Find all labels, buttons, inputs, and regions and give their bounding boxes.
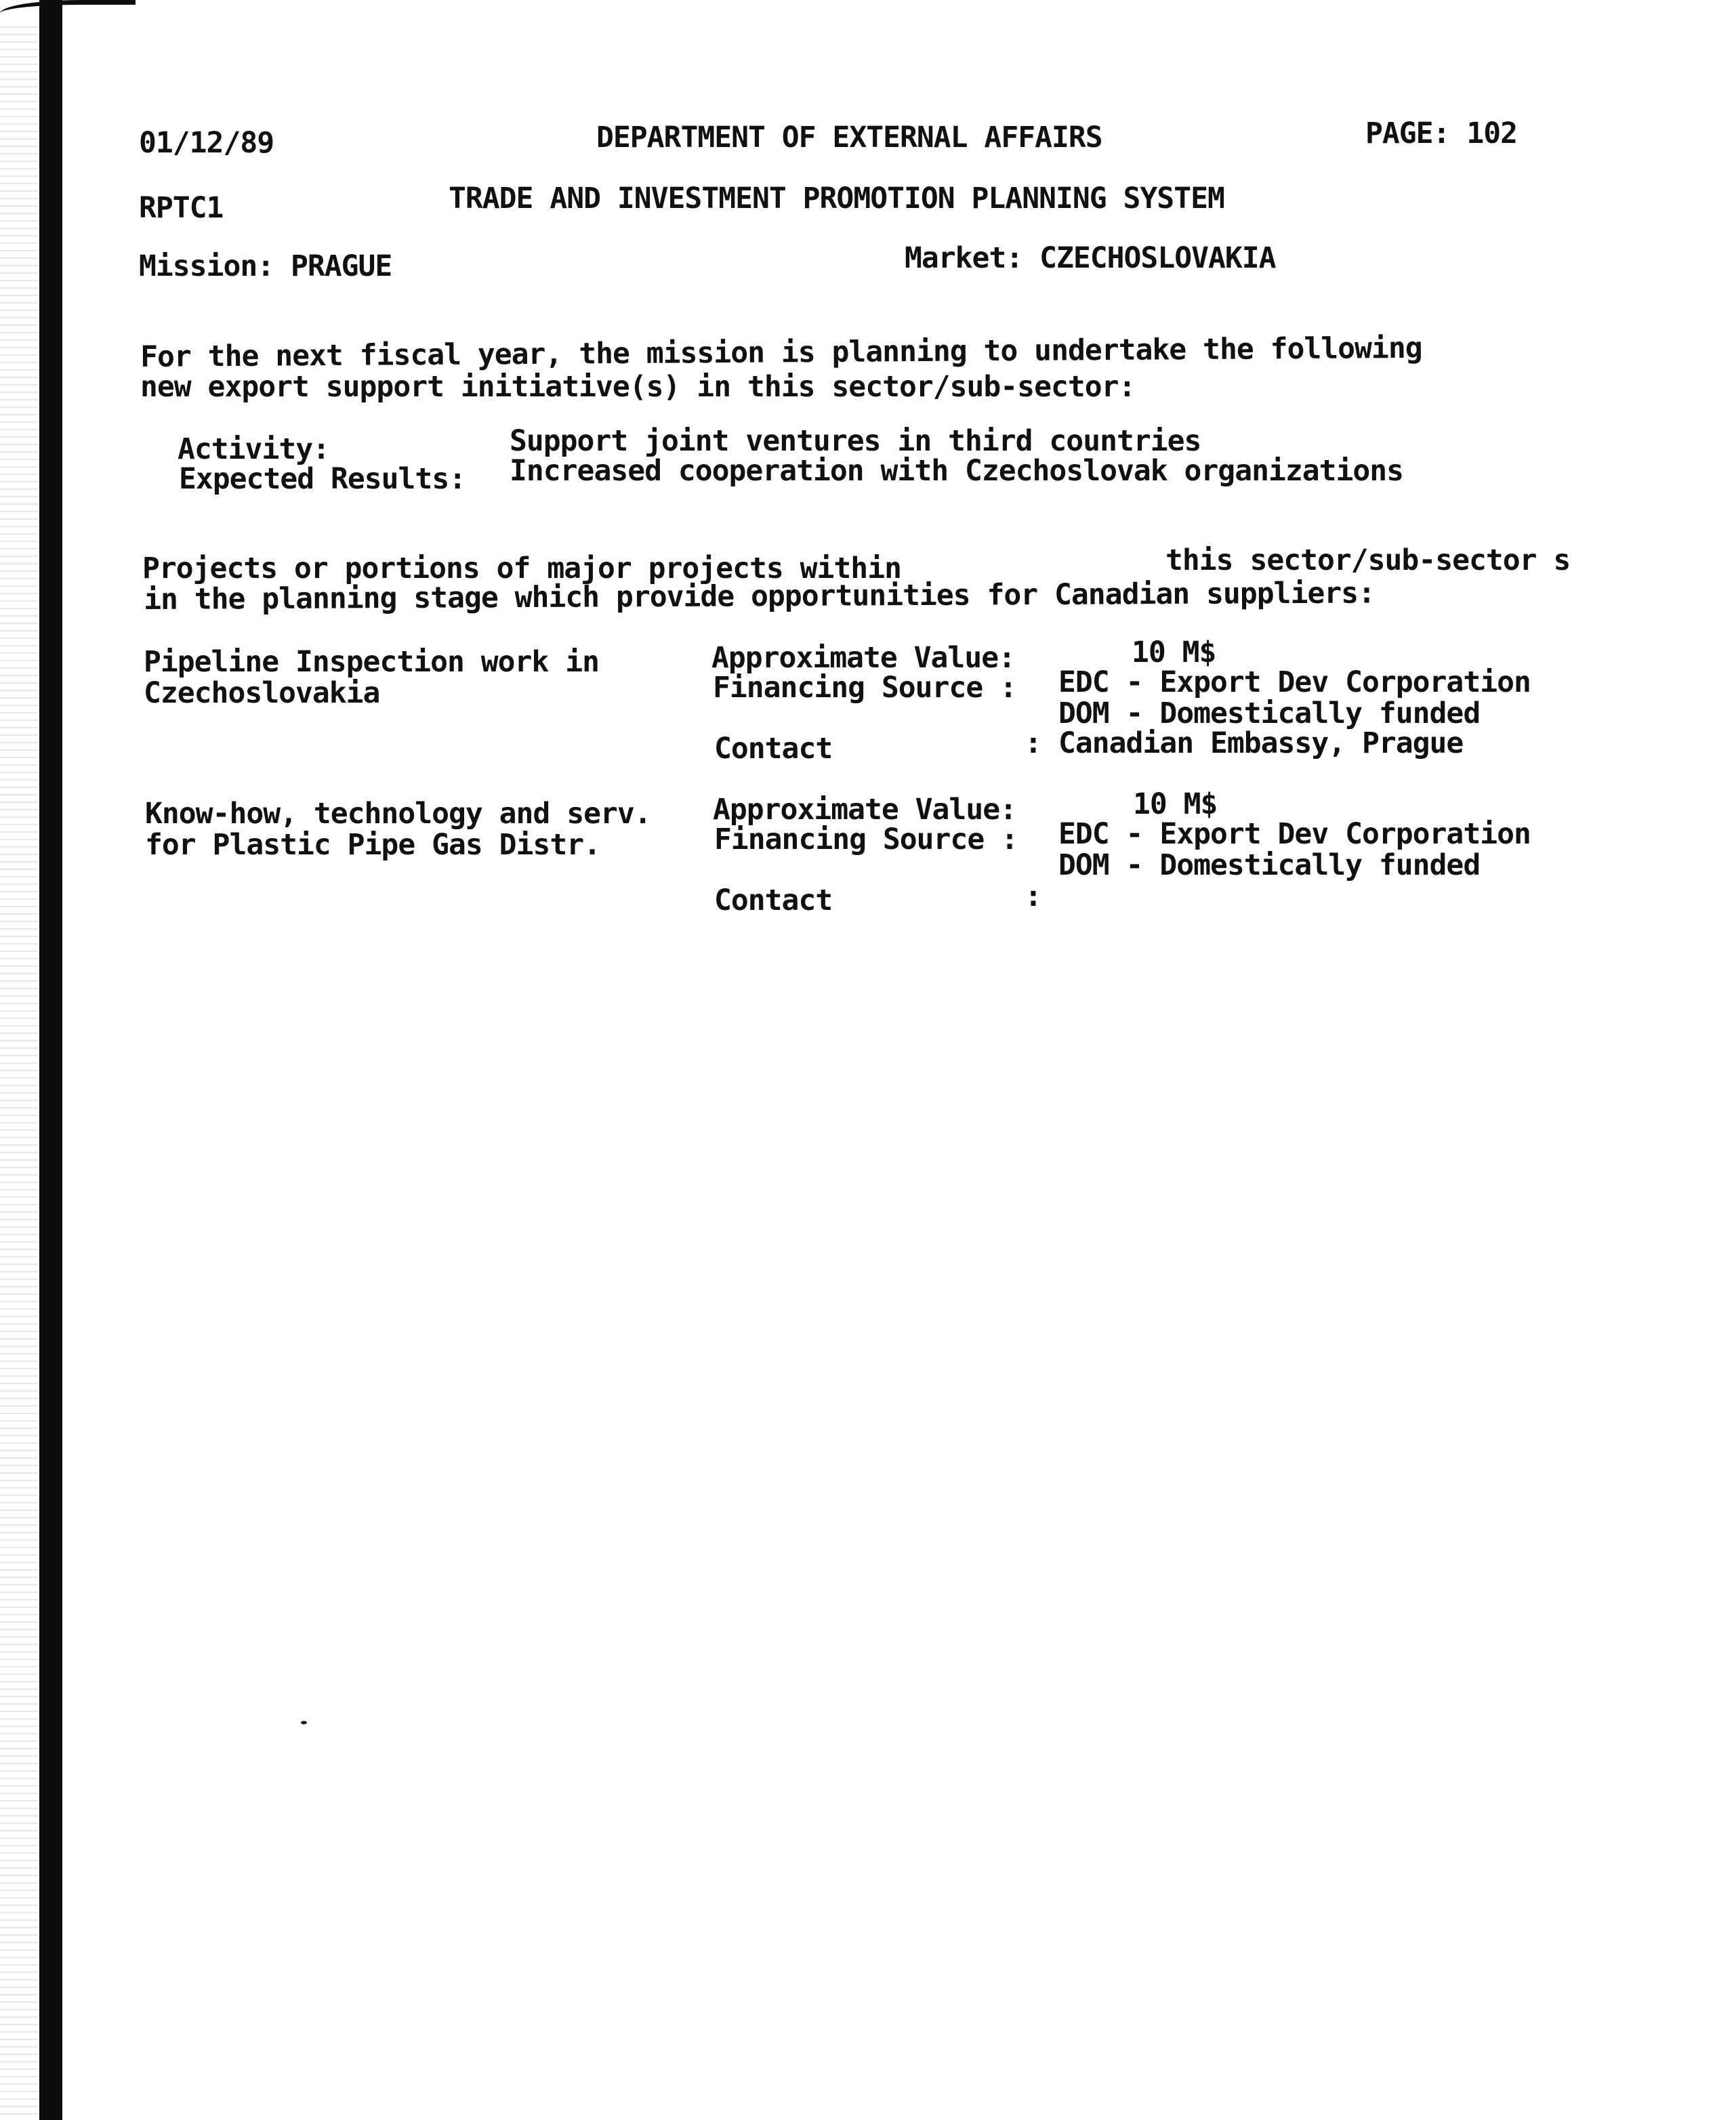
contact-label: Contact: [714, 884, 833, 917]
financing-source-1: EDC - Export Dev Corporation: [1058, 665, 1531, 699]
page-number: PAGE: 102: [1365, 117, 1517, 150]
approximate-value: 10 M$: [1132, 636, 1216, 669]
report-code: RPTC1: [139, 191, 224, 225]
scan-edge-bar: [39, 0, 62, 2120]
financing-source-1: EDC - Export Dev Corporation: [1058, 817, 1531, 851]
project-name-line-2: Czechoslovakia: [144, 676, 380, 710]
department-name: DEPARTMENT OF EXTERNAL AFFAIRS: [596, 121, 1102, 154]
financing-source-label: Financing Source :: [714, 823, 1018, 856]
market-label: Market: CZECHOSLOVAKIA: [905, 241, 1276, 275]
projects-intro-line-2: in the planning stage which provide opportunities for Canadian suppliers:: [143, 576, 1376, 617]
expected-results-label: Expected Results:: [179, 462, 466, 496]
scan-edge-grain: [0, 20, 38, 2120]
project-name-line-2: for Plastic Pipe Gas Distr.: [145, 828, 600, 862]
intro-line-2: new export support initiative(s) in this sector/sub-sector:: [140, 370, 1136, 404]
expected-results-value: Increased cooperation with Czechoslovak organizations: [510, 454, 1404, 488]
mission-label: Mission: PRAGUE: [139, 249, 392, 283]
approximate-value-label: Approximate Value:: [711, 641, 1015, 675]
financing-source-label: Financing Source :: [713, 671, 1016, 705]
projects-intro-line-1a: Projects or portions of major projects within: [142, 552, 901, 585]
scan-speck: [301, 1721, 307, 1724]
report-date: 01/12/89: [139, 126, 274, 160]
activity-value: Support joint ventures in third countries: [510, 424, 1201, 458]
contact-label: Contact: [714, 732, 833, 766]
projects-intro-line-1b: this sector/sub-sector s: [1165, 543, 1571, 577]
project-name-line-1: Pipeline Inspection work in: [144, 645, 599, 679]
project-name-line-1: Know-how, technology and serv.: [145, 797, 651, 831]
approximate-value-label: Approximate Value:: [713, 793, 1016, 827]
financing-source-2: DOM - Domestically funded: [1058, 697, 1481, 730]
contact-colon: :: [1025, 726, 1041, 760]
intro-line-1: For the next fiscal year, the mission is planning to undertake the following: [140, 331, 1422, 374]
scan-edge-curl: [0, 0, 136, 22]
contact-value: Canadian Embassy, Prague: [1058, 726, 1464, 760]
activity-label: Activity:: [178, 432, 329, 466]
contact-colon: :: [1025, 879, 1041, 913]
financing-source-2: DOM - Domestically funded: [1058, 848, 1481, 882]
system-title: TRADE AND INVESTMENT PROMOTION PLANNING SYSTEM: [449, 182, 1224, 215]
approximate-value: 10 M$: [1133, 787, 1218, 821]
